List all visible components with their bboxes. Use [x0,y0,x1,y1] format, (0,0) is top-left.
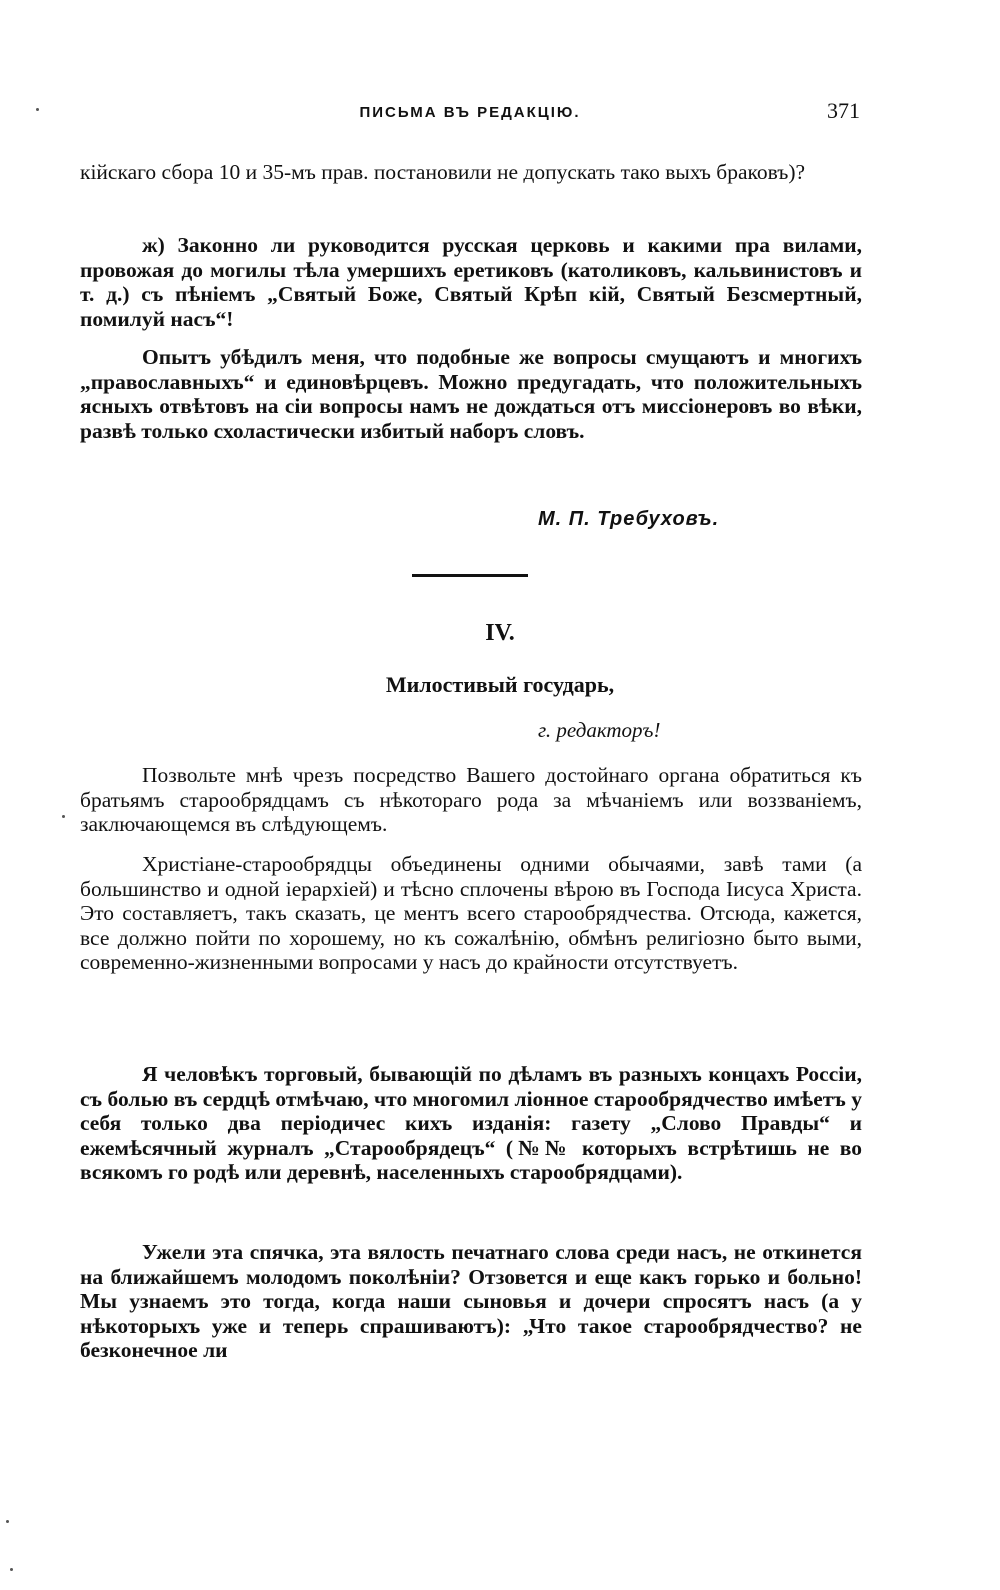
scan-speck [6,1520,9,1523]
text-line: Ужели эта спячка, эта вялость печатнаго слова среди насъ, [142,1240,734,1264]
closing-paragraph [80,345,862,443]
section-divider [412,574,528,577]
text-line: „Старообрядецъ“ (№№ которыхъ встрѣтишь не во всякомъ го [80,1135,862,1184]
salutation-line-1: Милостивый государь, [385,672,615,697]
letter-iii-continuation [80,160,862,185]
salutation-line-2: г. редакторъ! [538,718,661,742]
text-line: Христіане-старообрядцы объединены одними обычаями, завѣ [142,852,764,876]
text-line: въ Господа Іисуса Христа. Это составляетъ, такъ сказать, це [80,876,862,925]
text-line: концахъ Россіи, съ болью въ сердцѣ отмѣчаю, что многомил [80,1062,863,1111]
text-line: пойти по хорошему, но къ сожалѣнію, обмѣнъ религіозно быто [195,925,799,950]
paragraph [80,345,862,443]
letter-iv-paragraph-3 [80,1062,862,1185]
text-line: Опытъ убѣдилъ меня, что подобные же вопросы смущаютъ [142,345,759,369]
author-signature: М. П. Требуховъ. [538,508,720,530]
text-line: родѣ или деревнѣ, населенныхъ старообрядцами). [193,1160,683,1184]
text-line: ментъ всего старообрядчества. Отсюда, кажется, все должно [80,901,863,950]
page-number: 371 [827,98,860,123]
question-zh [80,233,862,331]
text-line: отсутствуетъ. [613,950,738,974]
text-line: кихъ изданія: газету „Слово Правды“ и ежемѣсячный журналъ [80,1111,862,1160]
paragraph [80,1240,862,1363]
text-line: тами (а большинство и одной іерархіей) и тѣсно сплочены вѣрою [80,852,863,901]
text-line: выми, современно-жизненными вопросами у насъ до крайности [80,925,862,974]
text-line: и многихъ „православныхъ“ и единовѣрцевъ. Можно предугадать, [80,345,862,394]
text-line: не откинется на ближайшемъ молодомъ поколѣніи? Отзовется и [80,1240,862,1289]
text-line: Позвольте мнѣ чрезъ посредство Вашего достойнаго органа [142,763,730,787]
text-line: дождаться отъ миссіонеровъ во вѣки, развѣ только схоластически [80,394,862,443]
text-line: ліонное старообрядчество имѣетъ у себя только два періодичес [80,1086,863,1135]
text-line: кій, Святый Безсмертный, помилуй насъ“! [80,282,862,331]
text-line: избитый наборъ словъ. [360,418,585,443]
text-line: сыновья и дочери спросятъ насъ (а у нѣкоторыхъ уже и теперь [80,1289,863,1338]
text-line: спрашиваютъ): „Что такое старообрядчество? не безконечное ли [80,1313,862,1362]
running-title: ПИСЬМА ВЪ РЕДАКЦІЮ. [359,104,581,121]
text-line: еще какъ горько и больно! Мы узнаемъ это тогда, когда наши [80,1264,862,1313]
scan-speck [10,1568,13,1571]
paragraph-continued [80,160,862,185]
section-number: IV. [485,620,515,646]
text-line: кійскаго сбора 10 и 35-мъ прав. постановили не допускать тако [80,160,660,184]
page-header [80,98,860,128]
text-line: ж) Законно ли руководится русская церковь и какими пра [142,233,771,257]
scan-speck [62,815,65,818]
letter-iv-paragraph-1 [80,763,862,837]
text-line: выхъ браковъ)? [665,160,806,184]
text-line: мѣчаніемъ или воззваніемъ, заключающемся въ слѣдующемъ. [80,787,862,836]
text-line: вилами, провожая до могилы тѣла умершихъ еретиковъ (католиковъ, [80,233,863,282]
text-line: Я человѣкъ торговый, бывающій по дѣламъ въ разныхъ [142,1062,709,1086]
paragraph [80,233,862,331]
paragraph [80,763,862,837]
paragraph [80,852,862,975]
paragraph [80,1062,862,1185]
letter-iv-paragraph-2 [80,852,862,975]
text-line: обратиться къ братьямъ старообрядцамъ съ нѣкотораго рода за [80,763,862,812]
scan-speck [36,108,39,111]
text-line: что положительныхъ ясныхъ отвѣтовъ на сіи вопросы намъ не [80,369,862,418]
letter-iv-paragraph-4 [80,1240,862,1363]
text-line: кальвинистовъ и т. д.) съ пѣніемъ „Святый Боже, Святый Крѣп [80,257,862,306]
